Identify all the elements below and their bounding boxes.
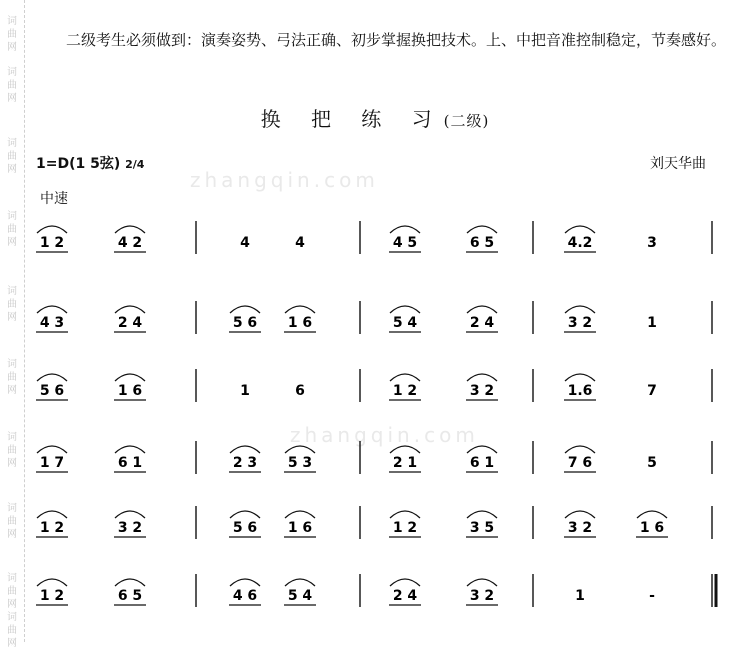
margin-watermark-text: 词曲网 bbox=[7, 573, 17, 610]
note: 1 6 bbox=[639, 520, 665, 536]
margin-watermark-text: 词曲网 bbox=[7, 138, 17, 175]
slur-arc bbox=[37, 579, 67, 586]
slur-arc bbox=[285, 579, 315, 586]
note: 3 5 bbox=[469, 520, 495, 536]
note: 2 3 bbox=[232, 455, 258, 471]
slur-arc bbox=[37, 446, 67, 453]
margin-watermark-text: 词曲网 bbox=[7, 286, 17, 323]
note: 4 bbox=[295, 235, 305, 251]
note: - bbox=[649, 588, 655, 604]
note: 1 6 bbox=[117, 383, 143, 399]
note: 1 7 bbox=[39, 455, 65, 471]
note: 3 bbox=[647, 235, 657, 251]
note: 4 3 bbox=[39, 315, 65, 331]
slur-arc bbox=[115, 579, 145, 586]
note: 5 4 bbox=[392, 315, 418, 331]
slur-arc bbox=[390, 579, 420, 586]
slur-arc bbox=[467, 226, 497, 233]
slur-arc bbox=[390, 306, 420, 313]
note: 7 6 bbox=[567, 455, 593, 471]
slur-arc bbox=[390, 511, 420, 518]
slur-arc bbox=[467, 446, 497, 453]
note: 2 1 bbox=[392, 455, 418, 471]
slur-arc bbox=[467, 579, 497, 586]
tempo-marking: 中速 bbox=[40, 191, 68, 207]
note: 5 6 bbox=[39, 383, 65, 399]
slur-arc bbox=[637, 511, 667, 518]
slur-arc bbox=[115, 226, 145, 233]
grade-label: (二级) bbox=[443, 112, 490, 130]
note: 5 4 bbox=[287, 588, 313, 604]
note: 1 bbox=[240, 383, 250, 399]
note: 6 bbox=[295, 383, 305, 399]
watermark-top: zhangqin.com bbox=[190, 168, 379, 192]
note: 5 6 bbox=[232, 520, 258, 536]
note: 5 bbox=[647, 455, 657, 471]
intro-paragraph: 二级考生必须做到：演奏姿势、弓法正确、初步掌握换把技术。上、中把音准控制稳定，节奏感好。 bbox=[66, 31, 727, 49]
note: 3 2 bbox=[567, 520, 593, 536]
margin-watermark-text: 词曲网 bbox=[7, 503, 17, 540]
slur-arc bbox=[390, 446, 420, 453]
note: 1.6 bbox=[567, 383, 593, 399]
note: 2 4 bbox=[392, 588, 418, 604]
note: 1 2 bbox=[39, 520, 65, 536]
note: 3 2 bbox=[567, 315, 593, 331]
composer: 刘天华曲 bbox=[650, 156, 706, 172]
note: 3 2 bbox=[117, 520, 143, 536]
note: 1 6 bbox=[287, 315, 313, 331]
note: 4 bbox=[240, 235, 250, 251]
slur-arc bbox=[565, 446, 595, 453]
slur-arc bbox=[390, 374, 420, 381]
slur-arc bbox=[37, 226, 67, 233]
margin-watermark-text: 词曲网 bbox=[7, 67, 17, 104]
note: 2 4 bbox=[469, 315, 495, 331]
note: 3 2 bbox=[469, 588, 495, 604]
note: 5 6 bbox=[232, 315, 258, 331]
slur-arc bbox=[565, 511, 595, 518]
slur-arc bbox=[37, 374, 67, 381]
time-signature: 2/4 bbox=[125, 158, 145, 171]
slur-arc bbox=[390, 226, 420, 233]
slur-arc bbox=[565, 374, 595, 381]
slur-arc bbox=[285, 446, 315, 453]
slur-arc bbox=[115, 511, 145, 518]
note: 4 6 bbox=[232, 588, 258, 604]
slur-arc bbox=[37, 306, 67, 313]
title-text: 换 把 练 习 bbox=[260, 107, 444, 131]
margin-watermark-text: 词曲网 bbox=[7, 432, 17, 469]
note: 1 2 bbox=[39, 235, 65, 251]
slur-arc bbox=[115, 306, 145, 313]
note: 6 1 bbox=[469, 455, 495, 471]
note: 6 5 bbox=[469, 235, 495, 251]
note: 1 bbox=[575, 588, 585, 604]
slur-arc bbox=[467, 374, 497, 381]
slur-arc bbox=[285, 306, 315, 313]
note: 7 bbox=[647, 383, 657, 399]
margin-watermark-text: 词曲网 bbox=[7, 16, 17, 53]
note: 1 2 bbox=[392, 383, 418, 399]
note: 1 bbox=[647, 315, 657, 331]
note: 1 2 bbox=[39, 588, 65, 604]
slur-arc bbox=[230, 579, 260, 586]
note: 4 5 bbox=[392, 235, 418, 251]
slur-arc bbox=[230, 446, 260, 453]
note: 6 5 bbox=[117, 588, 143, 604]
slur-arc bbox=[467, 306, 497, 313]
margin-watermark-text: 词曲网 bbox=[7, 359, 17, 396]
slur-arc bbox=[565, 226, 595, 233]
note: 1 2 bbox=[392, 520, 418, 536]
slur-arc bbox=[565, 306, 595, 313]
slur-arc bbox=[37, 511, 67, 518]
watermark-middle: zhangqin.com bbox=[290, 423, 479, 447]
margin-watermark-text: 词曲网 bbox=[7, 211, 17, 248]
note: 3 2 bbox=[469, 383, 495, 399]
slur-arc bbox=[115, 374, 145, 381]
slur-arc bbox=[467, 511, 497, 518]
key-text: 1=D(1 5弦) bbox=[36, 156, 121, 172]
slur-arc bbox=[230, 511, 260, 518]
note: 4.2 bbox=[567, 235, 593, 251]
note: 1 6 bbox=[287, 520, 313, 536]
slur-arc bbox=[115, 446, 145, 453]
note: 5 3 bbox=[287, 455, 313, 471]
slur-arc bbox=[285, 511, 315, 518]
note: 4 2 bbox=[117, 235, 143, 251]
note: 2 4 bbox=[117, 315, 143, 331]
note: 6 1 bbox=[117, 455, 143, 471]
margin-watermark-text: 词曲网 bbox=[7, 612, 17, 649]
slur-arc bbox=[230, 306, 260, 313]
